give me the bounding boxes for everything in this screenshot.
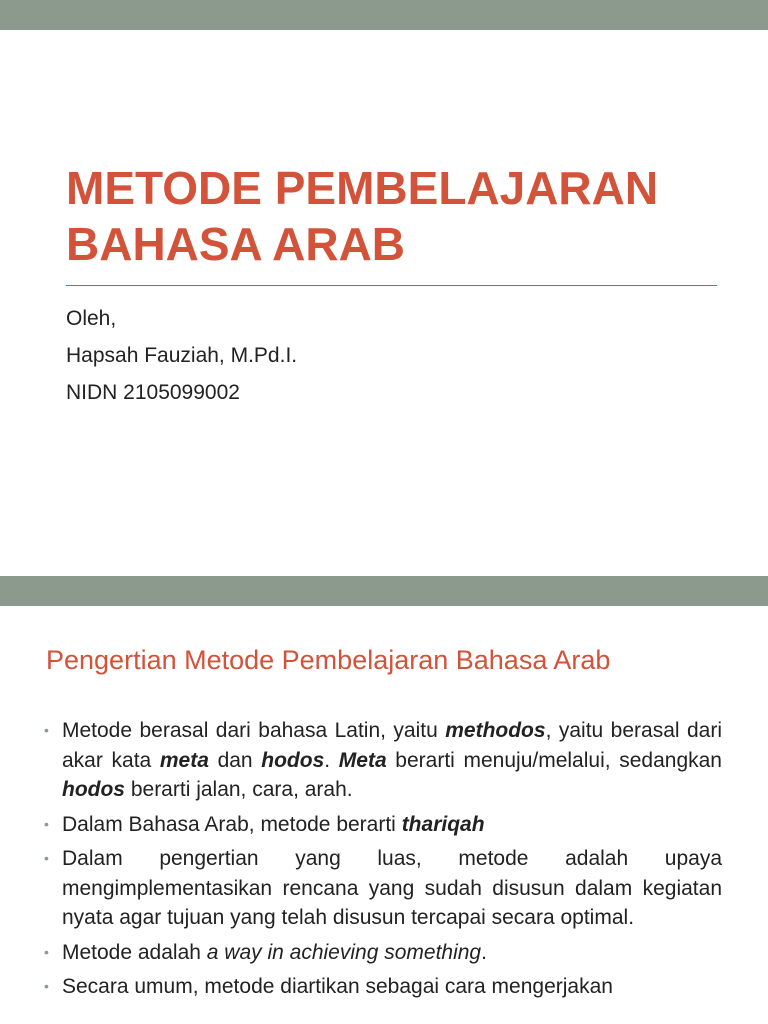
bullet-item: • Dalam pengertian yang luas, metode adalah upaya mengimplementasikan rencana yang sudah disusun dalam kegiatan nyata agar tujuan yang telah disusun tercapai secara optimal. bbox=[44, 844, 722, 933]
author-block bbox=[66, 300, 297, 411]
bullet-dot-icon: • bbox=[44, 815, 49, 832]
bullet-dot-icon: • bbox=[44, 850, 49, 866]
slide-title: METODE PEMBELAJARAN BAHASA ARAB bbox=[66, 162, 659, 270]
section-title: Pengertian Metode Pembelajaran Bahasa Arab bbox=[46, 645, 611, 675]
bullet-list bbox=[44, 716, 722, 1007]
slide-separator-band bbox=[0, 576, 768, 606]
bullet-item: • Metode berasal dari bahasa Latin, yaitu methodos, yaitu berasal dari akar kata meta dan hodos. Meta berarti menuju/melalui, sedangkan hodos berarti jalan, cara, arah. bbox=[44, 716, 722, 805]
bullet-item: • Dalam Bahasa Arab, metode berarti thariqah bbox=[44, 810, 722, 840]
bullet-item: • Metode adalah a way in achieving something. bbox=[44, 938, 722, 968]
title-divider bbox=[66, 285, 717, 286]
bullet-item: • Secara umum, metode diartikan sebagai cara mengerjakan bbox=[44, 972, 722, 1002]
author-name: Hapsah Fauziah, M.Pd.I. bbox=[66, 344, 298, 367]
top-band bbox=[0, 0, 768, 30]
bullet-dot-icon: • bbox=[44, 943, 49, 960]
author-nidn: NIDN 2105099002 bbox=[66, 381, 240, 404]
bullet-dot-icon: • bbox=[44, 978, 49, 994]
byline-label: Oleh, bbox=[66, 307, 117, 330]
bullet-dot-icon: • bbox=[44, 722, 49, 738]
